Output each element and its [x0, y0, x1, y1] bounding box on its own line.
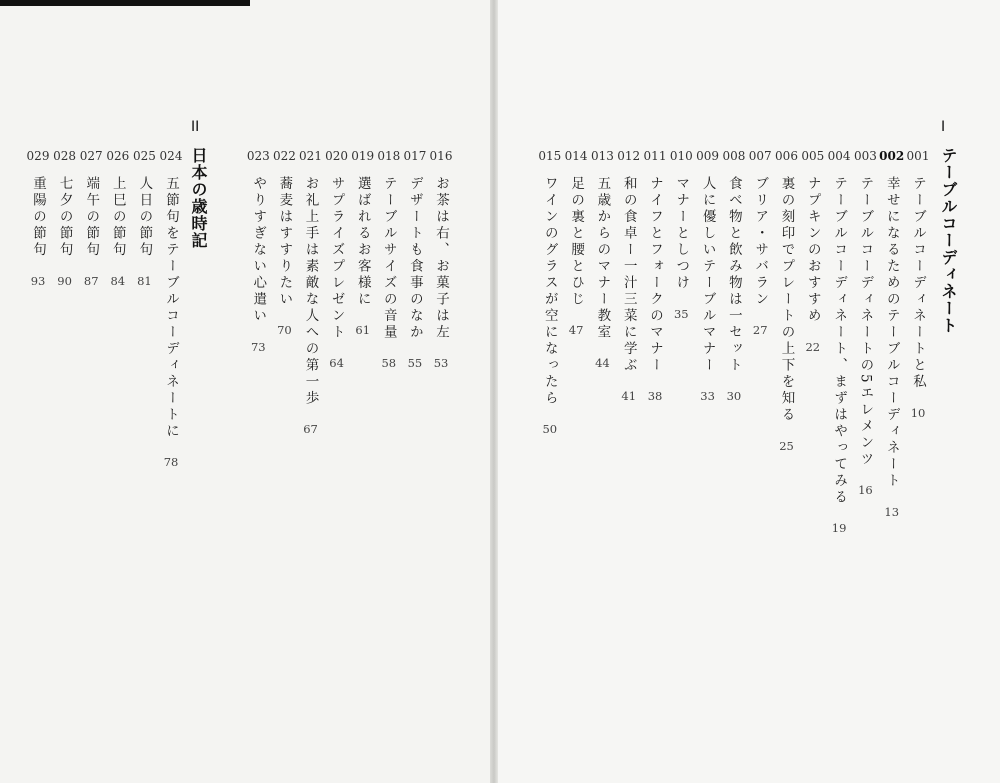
toc-entry[interactable]	[615, 148, 643, 410]
toc-entry[interactable]	[773, 148, 801, 460]
toc-entry-number: 013	[590, 149, 614, 163]
toc-entry[interactable]	[375, 148, 403, 377]
toc-entry-title	[427, 176, 455, 377]
toc-entry-page: 30	[726, 389, 742, 403]
toc-entry-title-text: ブリア・サバラン	[752, 176, 769, 308]
toc-entry-title	[720, 176, 748, 410]
toc-entry-page: 38	[647, 389, 663, 403]
part1-title: テーブルコーディネート	[939, 147, 958, 334]
toc-entry-page: 58	[381, 356, 397, 370]
toc-entry-title-text: 端午の節句	[83, 176, 100, 259]
toc-entry-number: 015	[538, 149, 562, 163]
book-gutter	[490, 0, 498, 783]
toc-entry[interactable]	[904, 148, 932, 427]
toc-entry[interactable]	[536, 148, 564, 443]
toc-entry[interactable]	[104, 148, 132, 295]
toc-entry-title-text: 人日の節句	[136, 176, 153, 259]
part2-roman: II	[191, 119, 200, 135]
toc-entry-title-text: 裏の刻印でプレートの上下を知る	[778, 176, 795, 424]
toc-entry-page: 16	[858, 483, 873, 498]
toc-entry-page: 93	[30, 273, 46, 288]
toc-entry-title	[825, 176, 853, 542]
toc-entry-number: 019	[351, 149, 375, 163]
toc-entry[interactable]	[562, 148, 590, 344]
toc-entry-title	[667, 176, 695, 328]
toc-entry-title-text: マナーとしつけ	[673, 176, 690, 292]
toc-entry-page: 41	[621, 389, 637, 403]
toc-entry[interactable]	[878, 148, 906, 526]
toc-entry-title-text: 重陽の節句	[30, 176, 46, 259]
toc-entry-title	[615, 176, 643, 410]
toc-entry-number: 001	[906, 149, 930, 163]
toc-entry-page: 47	[568, 323, 584, 337]
toc-entry-title-text: デザートも食事のなか	[406, 176, 423, 341]
toc-entry-page: 33	[700, 389, 715, 403]
toc-entry-page: 53	[433, 356, 449, 370]
toc-entry-page: 61	[355, 323, 371, 337]
toc-entry-title-text: お茶は右、お菓子は左	[433, 176, 449, 341]
toc-entry-title-text: 五節句をテーブルコーディネートに	[163, 176, 179, 440]
toc-entry[interactable]	[270, 148, 298, 344]
toc-entry-title	[323, 176, 351, 377]
toc-entry-title-text: テーブルコーディネートの5エレメンツ	[857, 176, 874, 469]
toc-entry-title-text: 選ばれるお客様に	[354, 176, 371, 308]
toc-entry-title-text: ワインのグラスが空になったら	[541, 176, 558, 407]
toc-entry-number: 011	[643, 149, 667, 163]
toc-entry-page: 44	[595, 356, 610, 370]
toc-entry-number: 003	[853, 149, 877, 163]
toc-entry-page: 10	[910, 405, 926, 420]
toc-entry-title	[349, 176, 377, 344]
toc-entry-title	[401, 176, 429, 377]
toc-entry-number: 006	[775, 149, 798, 163]
toc-entry-page: 84	[110, 273, 126, 288]
toc-entry-title	[746, 176, 774, 344]
toc-entry-title-text: 人に優しいテーブルマナー	[699, 176, 716, 374]
toc-entry-number: 002	[879, 149, 905, 163]
toc-entry-page: 19	[831, 521, 847, 535]
toc-entry-title	[641, 176, 669, 410]
toc-entry-title	[130, 176, 158, 295]
toc-entry-number: 022	[272, 149, 296, 163]
toc-entry-title-text: ナイフとフォークのマナー	[647, 176, 663, 374]
toc-entry-title-text: 五歳からのマナー教室	[594, 176, 611, 341]
toc-entry-title	[24, 176, 52, 295]
toc-entry-number: 010	[669, 149, 693, 163]
toc-entry-title	[536, 176, 564, 443]
toc-entry-title	[51, 176, 79, 295]
toc-entry-page: 87	[83, 273, 99, 288]
toc-entry-page: 25	[779, 438, 794, 453]
toc-entry-number: 004	[827, 149, 851, 163]
toc-entry-number: 020	[325, 149, 349, 163]
toc-entry-page: 55	[407, 356, 423, 370]
toc-entry-title	[244, 176, 272, 361]
toc-entry-title-text: 上巳の節句	[109, 176, 126, 259]
part2-title: 日本の歳時記	[189, 147, 208, 249]
toc-entry[interactable]	[401, 148, 429, 377]
toc-entry[interactable]	[24, 148, 52, 295]
toc-entry[interactable]	[349, 148, 377, 344]
toc-entry[interactable]	[851, 148, 879, 504]
toc-entry-page: 73	[250, 339, 266, 354]
toc-entry-title	[270, 176, 298, 344]
toc-entry-title	[904, 176, 932, 427]
toc-entry-number: 029	[26, 149, 50, 163]
toc-entry-title-text: 食べ物と飲み物は一セット	[725, 176, 742, 374]
toc-entry-title	[878, 176, 906, 526]
toc-entry[interactable]	[130, 148, 158, 295]
toc-entry-number: 023	[246, 149, 270, 163]
toc-entry-number: 017	[403, 149, 427, 163]
toc-entry-title-text: テーブルサイズの音量	[380, 176, 397, 341]
toc-entry-number: 014	[564, 149, 588, 163]
toc-entry[interactable]	[799, 148, 827, 361]
toc-entry[interactable]	[323, 148, 351, 377]
toc-entry-page: 13	[884, 504, 900, 519]
toc-entry[interactable]	[588, 148, 616, 377]
toc-entry-title	[799, 176, 827, 361]
toc-entry-title	[297, 176, 325, 443]
toc-entry-number: 021	[299, 149, 322, 163]
toc-entry-title-text: お礼上手は素敵な人への第一歩	[302, 176, 319, 407]
toc-entry-title	[773, 176, 801, 460]
part1-roman: I	[941, 119, 946, 135]
toc-entry-page: 78	[163, 455, 179, 469]
toc-entry-title-text: 幸せになるためのテーブルコーディネート	[883, 176, 900, 490]
toc-entry-title	[104, 176, 132, 295]
toc-entry[interactable]	[641, 148, 669, 410]
toc-entry[interactable]	[720, 148, 748, 410]
toc-entry-number: 012	[617, 149, 641, 163]
toc-entry-number: 008	[722, 149, 746, 163]
toc-entry-title	[851, 176, 879, 504]
toc-entry-title-text: 和の食卓ー一汁三菜に学ぶ	[620, 176, 637, 374]
toc-entry-title-text: テーブルコーディネート、まずはやってみる	[831, 176, 848, 506]
toc-entry-title	[77, 176, 105, 295]
toc-entry[interactable]	[667, 148, 695, 328]
toc-entry-title-text: やりすぎない心遣い	[250, 176, 267, 325]
toc-entry[interactable]	[694, 148, 722, 410]
toc-entry[interactable]	[297, 148, 325, 443]
toc-entry[interactable]	[825, 148, 853, 542]
toc-entry-number: 025	[132, 149, 156, 163]
toc-entry-title	[588, 176, 616, 377]
toc-entry[interactable]	[77, 148, 105, 295]
toc-entry-number: 018	[377, 149, 401, 163]
toc-entry-number: 027	[79, 149, 103, 163]
top-edge-shadow	[0, 0, 250, 6]
toc-entry-number: 024	[159, 149, 183, 163]
toc-entry-title	[562, 176, 590, 344]
toc-entry-title-text: 七夕の節句	[56, 176, 73, 259]
toc-entry-title-text: ナプキンのおすすめ	[804, 176, 821, 325]
toc-entry-number: 009	[696, 149, 720, 163]
toc-entry-title-text: 蕎麦はすすりたい	[276, 176, 293, 308]
toc-entry-page: 27	[752, 323, 768, 337]
toc-entry-page: 22	[805, 339, 821, 354]
toc-entry[interactable]	[746, 148, 774, 344]
left-page	[0, 0, 492, 783]
toc-entry-number: 007	[748, 149, 772, 163]
toc-entry-number: 016	[429, 149, 453, 163]
toc-entry-number: 005	[801, 149, 825, 163]
toc-entry-title	[694, 176, 722, 410]
toc-entry-page: 35	[673, 306, 689, 321]
toc-entry[interactable]	[51, 148, 79, 295]
toc-entry-page: 67	[303, 422, 318, 436]
toc-entry-page: 81	[137, 273, 152, 288]
toc-entry[interactable]	[427, 148, 455, 377]
toc-entry-page: 70	[277, 323, 292, 337]
toc-entry-page: 64	[329, 356, 344, 370]
toc-entry-title	[375, 176, 403, 377]
toc-entry-page: 50	[542, 422, 558, 436]
toc-entry-title-text: テーブルコーディネートと私	[910, 176, 926, 391]
toc-entry-number: 026	[106, 149, 130, 163]
toc-entry-title	[157, 176, 185, 476]
toc-entry[interactable]	[157, 148, 185, 476]
toc-entry-title-text: 足の裏と腰とひじ	[568, 176, 585, 308]
toc-entry-page: 90	[57, 273, 72, 288]
toc-entry[interactable]	[244, 148, 272, 361]
toc-entry-number: 028	[53, 149, 77, 163]
toc-entry-title-text: サプライズプレゼント	[328, 176, 345, 341]
